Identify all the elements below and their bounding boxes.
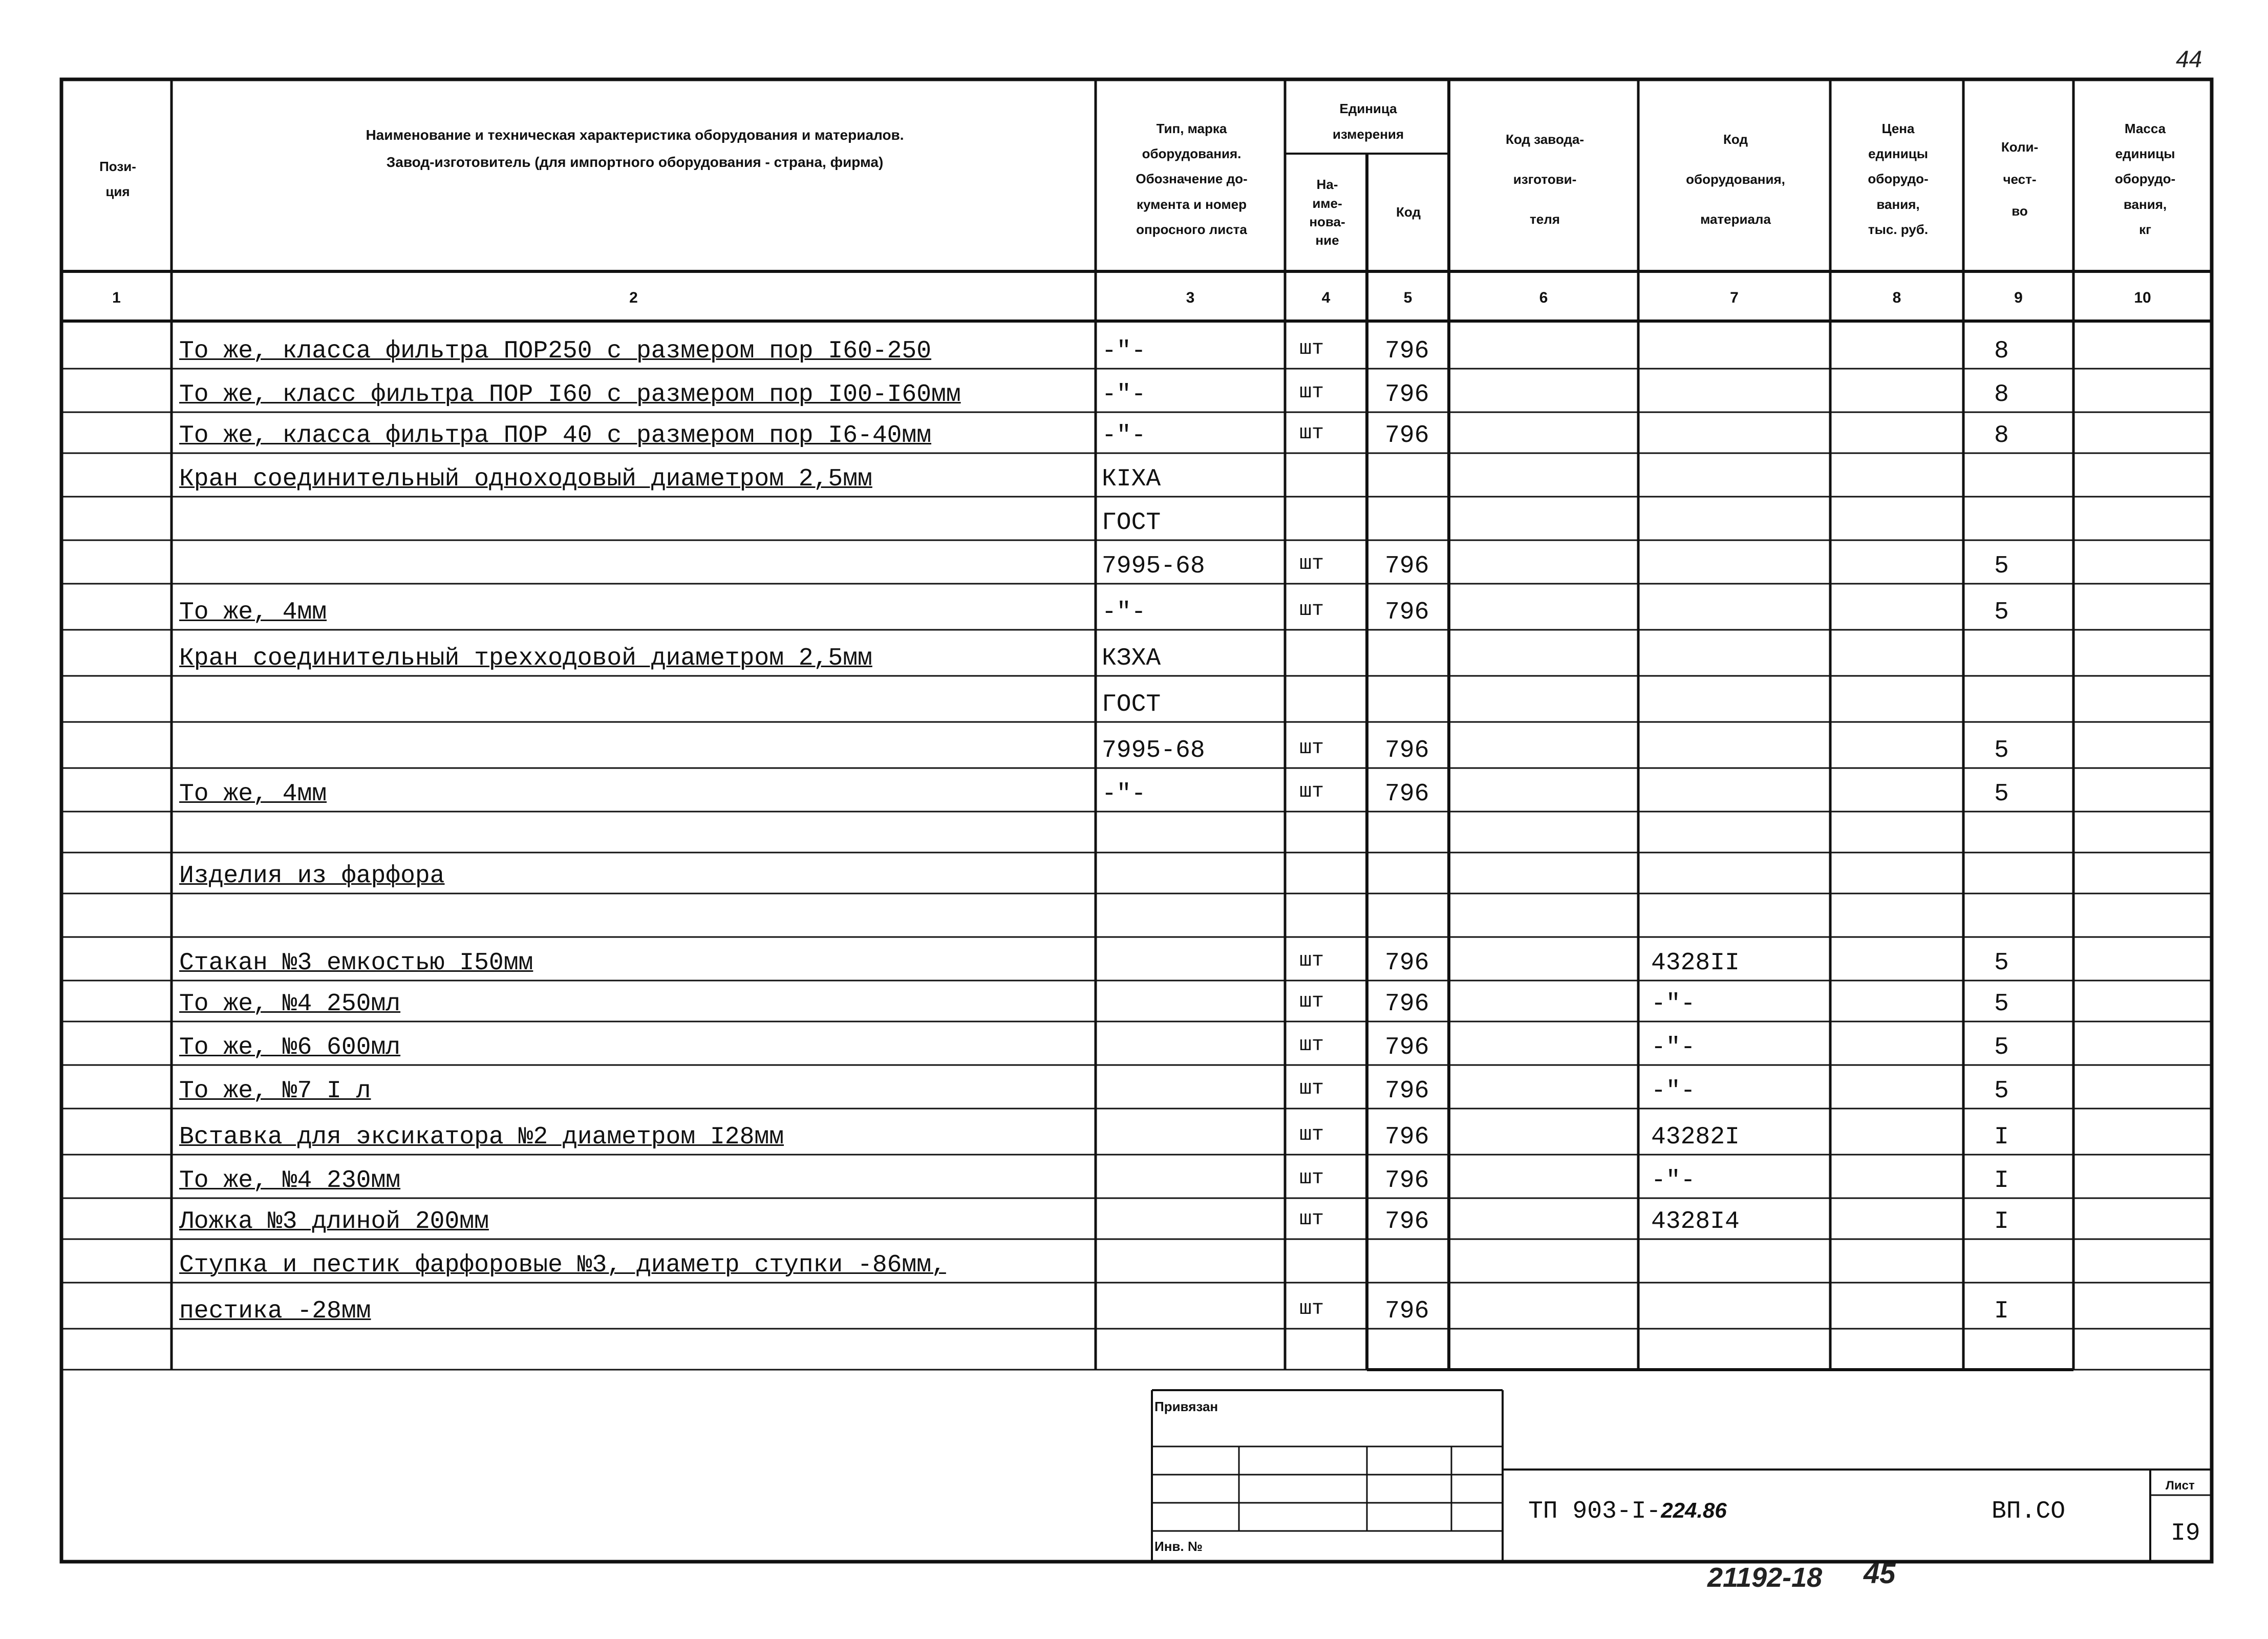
header-position: Пози- ция [99,158,136,199]
item-unit-code: 796 [1385,422,1429,450]
item-unit-code: 796 [1385,552,1429,580]
item-quantity: 5 [1994,990,2009,1018]
column-number-4: 4 [1321,289,1331,306]
item-name: Стакан №3 емкостью I50мм [179,949,533,977]
item-name: То же, класса фильтра ПОР 40 с размером пор I6-40мм [179,422,932,450]
item-equipment-code: 43282I [1651,1123,1740,1151]
column-number-8: 8 [1892,289,1901,306]
column-number-9: 9 [2014,289,2023,306]
item-unit: шт [1299,599,1324,622]
document-mark: ВП.СО [1992,1498,2066,1525]
item-quantity: 5 [1994,949,2009,977]
item-name: Кран соединительный одноходовый диаметром 2,5мм [179,465,872,493]
item-unit-code: 796 [1385,1077,1429,1105]
item-type: 7995-68 [1102,552,1205,580]
item-unit-code: 796 [1385,780,1429,808]
item-unit-code: 796 [1385,1297,1429,1325]
item-equipment-code: 4328I4 [1651,1208,1740,1236]
column-number-5: 5 [1403,289,1413,306]
header-equipment-code: Код оборудования, материала [1686,132,1785,227]
item-quantity: I [1994,1123,2009,1151]
item-unit: шт [1299,990,1324,1013]
top-right-page-mark: 44 [2176,46,2202,72]
item-unit: шт [1299,737,1324,760]
header-unit-code: Код [1396,204,1421,220]
item-unit-code: 796 [1385,1208,1429,1236]
item-unit: шт [1299,1034,1324,1057]
column-number-1: 1 [112,289,121,306]
item-type: -"- [1102,599,1146,626]
item-type: ГОСТ [1102,691,1161,718]
item-quantity: I [1994,1297,2009,1325]
item-name: То же, класс фильтра ПОР I60 с размером пор I00-I60мм [179,381,961,409]
header-price: Цена единицы оборудо- вания, тыс. руб. [1868,120,1929,238]
item-unit: шт [1299,552,1324,576]
item-unit-code: 796 [1385,599,1429,626]
item-quantity: 5 [1994,552,2009,580]
item-name: пестика -28мм [179,1297,371,1325]
column-number-6: 6 [1539,289,1548,306]
document-code-handwritten: 224.86 [1661,1498,1727,1522]
item-unit: шт [1299,1208,1324,1231]
item-unit-code: 796 [1385,990,1429,1018]
item-quantity: I [1994,1167,2009,1195]
column-number-7: 7 [1730,289,1739,306]
item-name: То же, №7 I л [179,1077,371,1105]
item-equipment-code: -"- [1651,1167,1696,1195]
item-name: То же, 4мм [179,780,327,808]
bottom-page-number: 45 [1864,1557,1896,1589]
item-type: 7995-68 [1102,737,1205,764]
item-name: То же, №4 230мм [179,1167,401,1195]
item-unit-code: 796 [1385,1034,1429,1061]
item-name: Ступка и пестик фарфоровые №3, диаметр ступки -86мм, [179,1251,946,1279]
column-number-10: 10 [2134,289,2151,306]
item-name: Изделия из фарфора [179,862,445,890]
document-code-prefix: ТП 903-I- [1528,1498,1661,1525]
header-quantity: Коли- чест- во [2001,139,2039,219]
item-equipment-code: 4328II [1651,949,1740,977]
item-unit-code: 796 [1385,381,1429,409]
item-name: Ложка №3 длиной 200мм [179,1208,489,1236]
item-unit: шт [1299,949,1324,972]
item-unit: шт [1299,1123,1324,1146]
item-equipment-code: -"- [1651,1077,1696,1105]
item-quantity: I [1994,1208,2009,1236]
item-type: КIХА [1102,465,1161,493]
bottom-handwritten-number: 21192-18 [1707,1562,1823,1593]
item-quantity: 5 [1994,1077,2009,1105]
item-unit: шт [1299,381,1324,404]
sheet-number: I9 [2171,1520,2200,1547]
item-unit: шт [1299,1077,1324,1100]
item-unit-code: 796 [1385,337,1429,365]
header-name: Наименование и техническая характеристика оборудования и материалов. Завод-изготовитель (для импортного оборудования - страна, фирма) [366,126,904,170]
header-mass: Масса единицы оборудо- вания, кг [2114,120,2176,238]
item-name: Кран соединительный трехходовой диаметром 2,5мм [179,645,872,672]
stamp-inventory-label: Инв. № [1154,1539,1203,1554]
header-factory-code: Код завода- изготови- теля [1506,132,1584,227]
item-unit-code: 796 [1385,1167,1429,1195]
item-unit: шт [1299,1167,1324,1190]
item-unit-code: 796 [1385,737,1429,764]
item-quantity: 5 [1994,780,2009,808]
item-type: -"- [1102,337,1146,365]
item-type: -"- [1102,381,1146,409]
item-equipment-code: -"- [1651,990,1696,1018]
item-name: То же, №6 600мл [179,1034,401,1061]
item-unit-code: 796 [1385,1123,1429,1151]
item-quantity: 8 [1994,381,2009,409]
stamp-linked-label: Привязан [1154,1399,1218,1414]
item-quantity: 5 [1994,1034,2009,1061]
item-equipment-code: -"- [1651,1034,1696,1061]
item-name: То же, класса фильтра ПОР250 с размером пор I60-250 [179,337,932,365]
header-unit-group: Единица измерения [1332,101,1404,142]
item-name: То же, №4 250мл [179,990,401,1018]
item-quantity: 5 [1994,737,2009,764]
document-code [1528,1498,1727,1525]
item-name: То же, 4мм [179,599,327,626]
item-name: Вставка для эксикатора №2 диаметром I28мм [179,1123,784,1151]
item-type: ГОСТ [1102,509,1161,537]
sheet-label: Лист [2166,1479,2195,1493]
item-unit: шт [1299,422,1324,445]
item-unit: шт [1299,1297,1324,1321]
item-quantity: 8 [1994,422,2009,450]
item-unit: шт [1299,780,1324,803]
header-unit-name: На- име- нова- ние [1309,177,1345,248]
item-type: КЗХА [1102,645,1161,672]
column-number-2: 2 [629,289,638,306]
item-type: -"- [1102,422,1146,450]
item-unit: шт [1299,337,1324,360]
item-quantity: 8 [1994,337,2009,365]
item-quantity: 5 [1994,599,2009,626]
header-type: Тип, марка оборудования. Обозначение до- кумента и номер опросного листа [1136,120,1248,238]
item-unit-code: 796 [1385,949,1429,977]
item-type: -"- [1102,780,1146,808]
column-number-3: 3 [1186,289,1195,306]
